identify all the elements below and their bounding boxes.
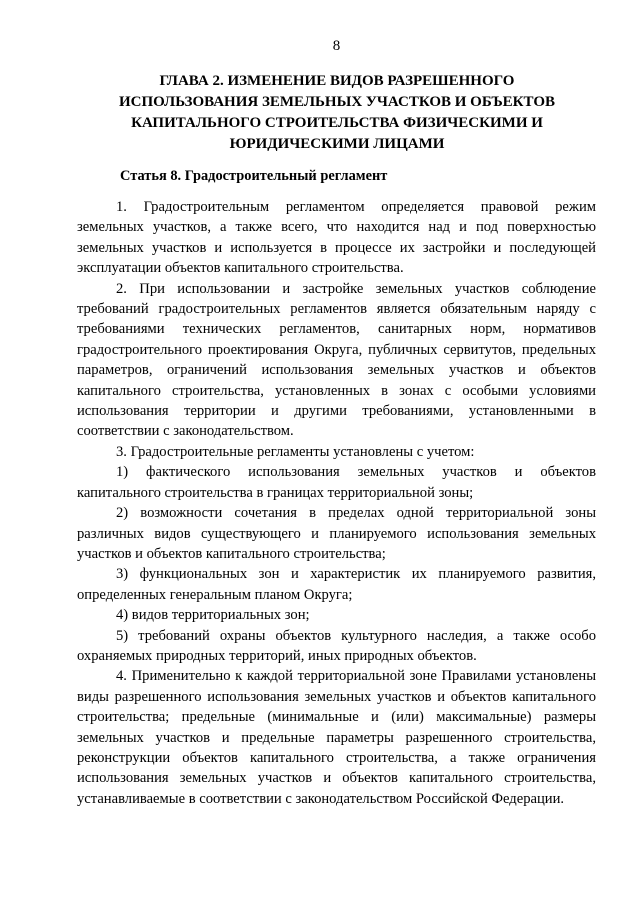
page-number: 8 [332,38,341,54]
list-item-3: 3) функциональных зон и характеристик их планируемого развития, определенных генеральным планом Округа; [77,566,596,603]
list-item-2: 2) возможности сочетания в пределах одной территориальной зоны различных видов существующего и планируемого использования земельных участков и объектов капитального строительства; [77,505,596,562]
paragraph-1: 1. Градостроительным регламентом определяется правовой режим земельных участков, а также всего, что находится над и под поверхностью земельных участков и используется в процессе их застройки и последующей эксплуатации объектов капитального строительства. [77,199,596,277]
chapter-title: ГЛАВА 2. ИЗМЕНЕНИЕ ВИДОВ РАЗРЕШЕННОГО ИСПОЛЬЗОВАНИЯ ЗЕМЕЛЬНЫХ УЧАСТКОВ И ОБЪЕКТОВ КАПИТАЛЬНОГО СТРОИТЕЛЬСТВА ФИЗИЧЕСКИМИ И ЮРИДИЧЕСКИМИ ЛИЦАМИ [118,73,556,152]
list-item-5: 5) требований охраны объектов культурного наследия, а также особо охраняемых природных территорий, иных природных объектов. [77,627,596,664]
list-item-4: 4) видов территориальных зон; [116,607,310,624]
article-body [77,197,596,809]
paragraph-2: 2. При использовании и застройке земельных участков соблюдение требований градостроительных регламентов является обязательным наряду с требованиями технических регламентов, санитарных норм, нормативов градостроительного проектирования Округа, публичных сервитутов, предельных параметров, ограничений использования земельных участков и объектов капитального строительства, установленных в зонах с особыми условиями использования территории и другими требованиями, установленными в соответствии с законодательством. [77,280,596,440]
list-item-1: 1) фактического использования земельных участков и объектов капитального строительства в границах территориальной зоны; [77,464,596,501]
paragraph-4: 4. Применительно к каждой территориальной зоне Правилами установлены виды разрешенного использования земельных участков и объектов капитального строительства; предельные (минимальные и (или) максимальные) размеры земельных участков и предельные параметры разрешенного строительства, реконструкции объектов капитального строительства, а также ограничения использования земельных участков и объектов капитального строительства, устанавливаемые в соответствии с законодательством Российской Федерации. [77,668,596,807]
article-title: Статья 8. Градостроительный регламент [120,168,388,184]
paragraph-3: 3. Градостроительные регламенты установлены с учетом: [116,443,475,460]
